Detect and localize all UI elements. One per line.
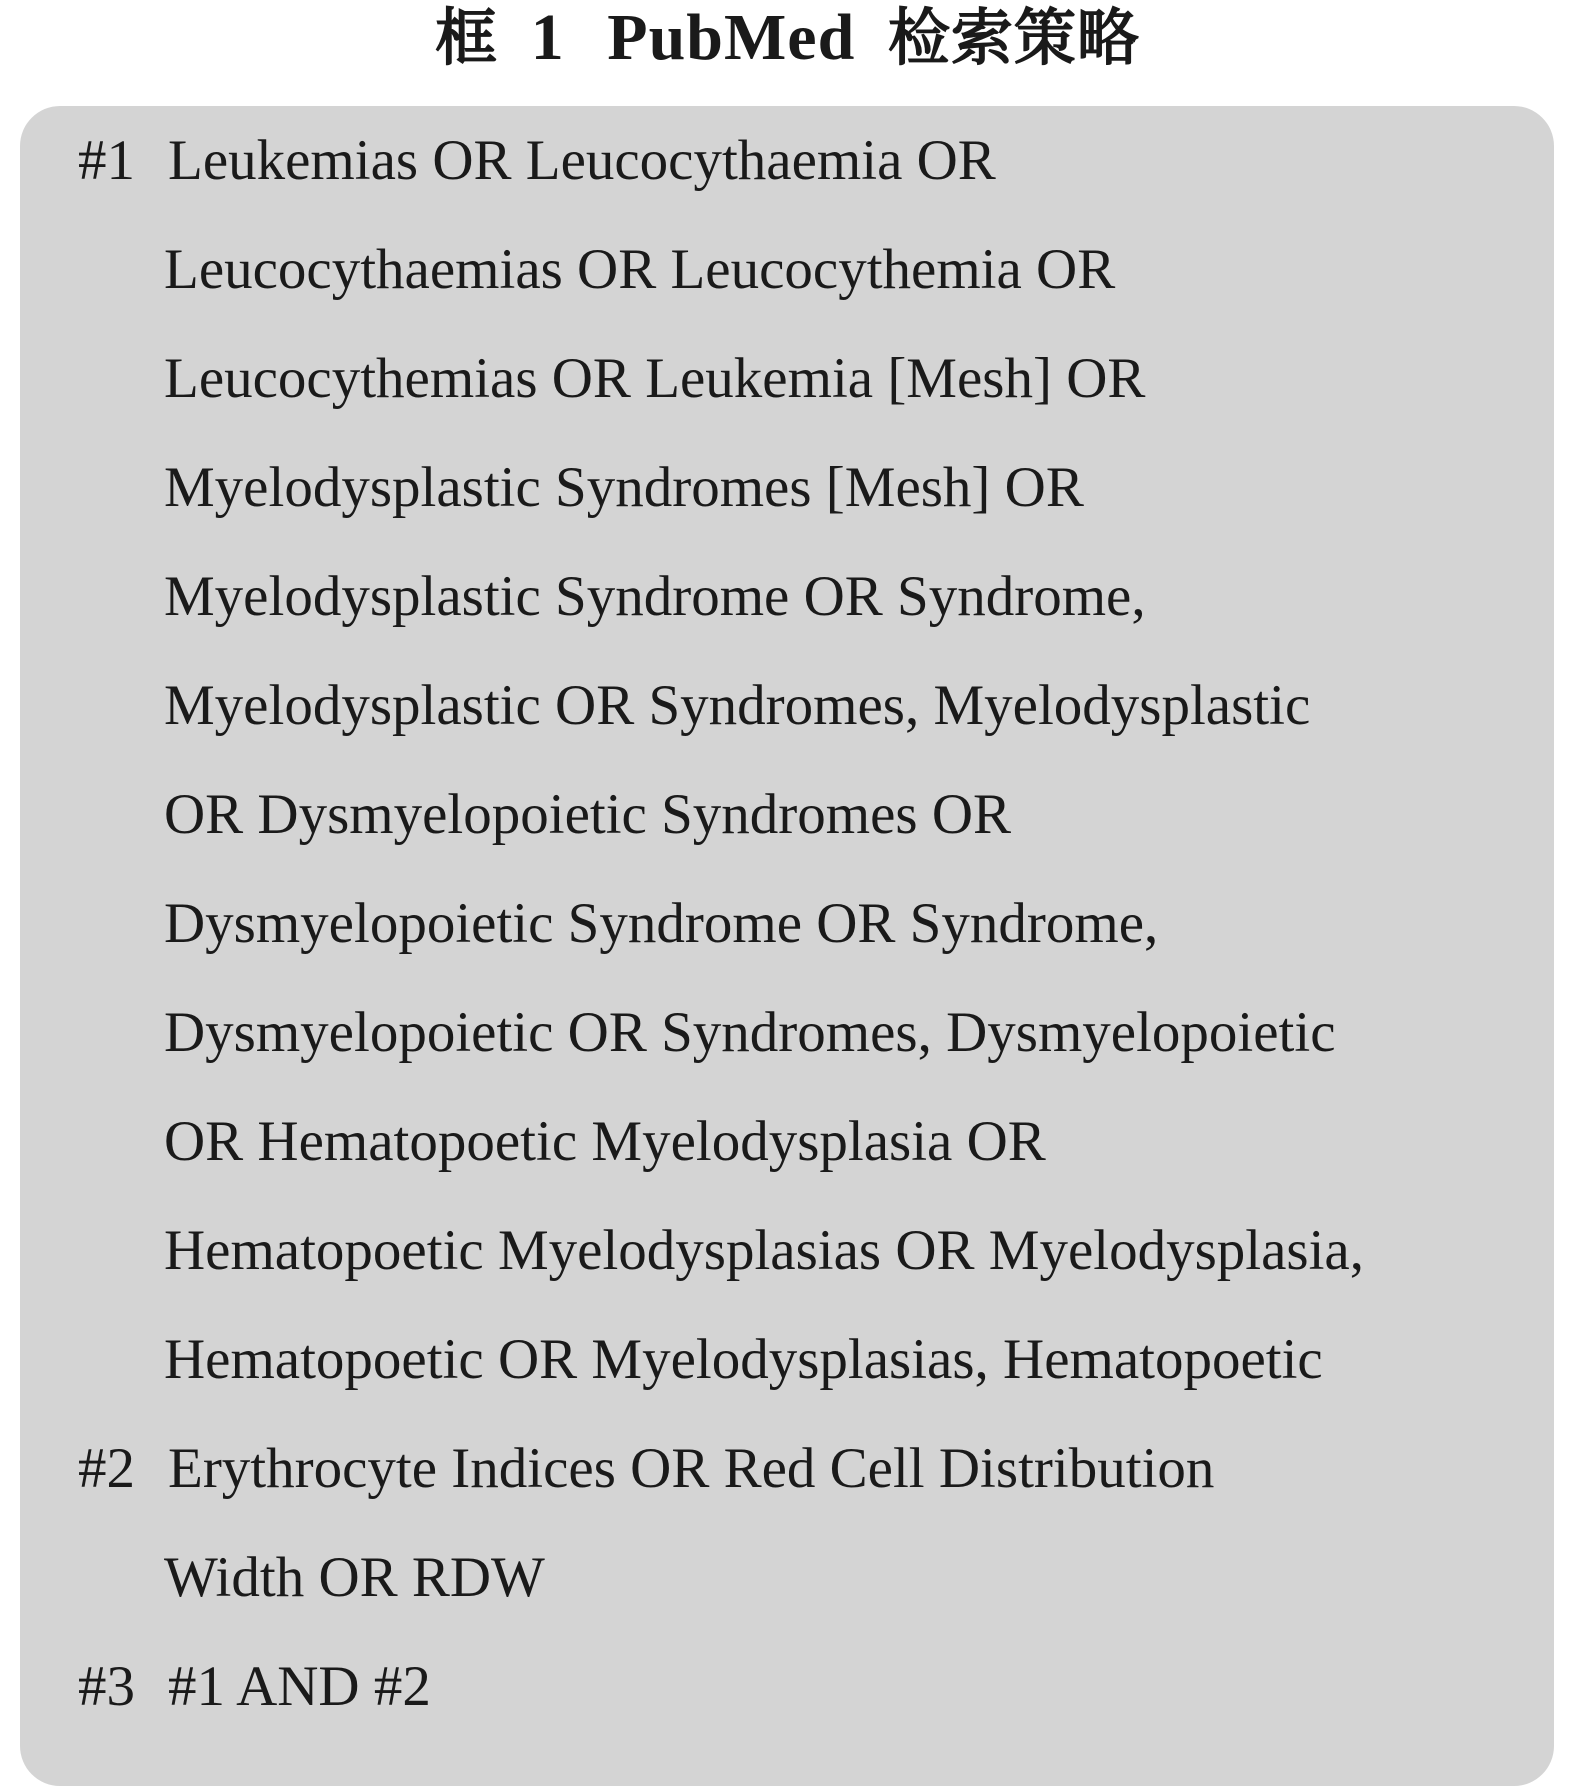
step-1-line-2: Leucocythaemias OR Leucocythemia OR [164, 238, 1116, 301]
strategy-line [20, 760, 1554, 869]
step-1-line-3: Leucocythemias OR Leukemia [Mesh] OR [164, 347, 1146, 410]
strategy-line [20, 324, 1554, 433]
strategy-line [20, 1632, 1554, 1741]
box-title [0, 0, 1575, 80]
step-1-line-8: Dysmyelopoietic Syndrome OR Syndrome, [164, 892, 1159, 955]
strategy-line [20, 542, 1554, 651]
step-1-line-5: Myelodysplastic Syndrome OR Syndrome, [164, 565, 1146, 628]
strategy-line [20, 1196, 1554, 1305]
strategy-line [20, 978, 1554, 1087]
title-suffix: 检索策略 [887, 1, 1140, 74]
step-number-3: #3 [78, 1655, 135, 1718]
strategy-line [20, 1414, 1554, 1523]
step-1-line-10: OR Hematopoetic Myelodysplasia OR [164, 1110, 1046, 1173]
search-strategy-panel [20, 106, 1554, 1786]
strategy-line [20, 1305, 1554, 1414]
strategy-line [20, 1523, 1554, 1632]
step-1-line-4: Myelodysplastic Syndromes [Mesh] OR [164, 456, 1084, 519]
step-1-line-12: Hematopoetic OR Myelodysplasias, Hematopoetic [164, 1328, 1323, 1391]
strategy-line [20, 433, 1554, 542]
title-number: 1 [530, 1, 565, 74]
step-1-line-11: Hematopoetic Myelodysplasias OR Myelodysplasia, [164, 1219, 1364, 1282]
strategy-line [20, 869, 1554, 978]
step-2-line-2: Width OR RDW [164, 1546, 545, 1609]
title-name: PubMed [607, 1, 856, 74]
step-number-2: #2 [78, 1437, 135, 1500]
strategy-line [20, 651, 1554, 760]
strategy-line [20, 1087, 1554, 1196]
step-1-line-1: Leukemias OR Leucocythaemia OR [168, 129, 996, 192]
step-1-line-7: OR Dysmyelopoietic Syndromes OR [164, 783, 1012, 846]
title-prefix: 框 [435, 1, 499, 74]
strategy-line [20, 106, 1554, 215]
step-1-line-6: Myelodysplastic OR Syndromes, Myelodysplastic [164, 674, 1311, 737]
step-number-1: #1 [78, 129, 135, 192]
step-3-line-1: #1 AND #2 [168, 1655, 431, 1718]
step-2-line-1: Erythrocyte Indices OR Red Cell Distribution [168, 1437, 1215, 1500]
strategy-line [20, 215, 1554, 324]
step-1-line-9: Dysmyelopoietic OR Syndromes, Dysmyelopoietic [164, 1001, 1336, 1064]
